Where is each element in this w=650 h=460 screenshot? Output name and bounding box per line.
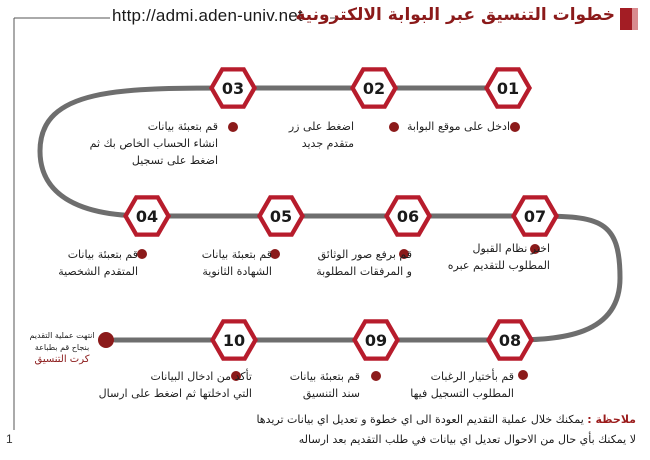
step-10-badge <box>210 319 258 361</box>
step-09-line-2: سند التنسيق <box>302 387 360 400</box>
website-url[interactable]: http://admi.aden-univ.net <box>112 6 303 25</box>
step-05-line-1: قم بتعبئة بيانات <box>201 248 272 261</box>
step-02-line-2: متقدم جديد <box>301 137 354 150</box>
step-07-text <box>420 240 550 274</box>
step-08-line-1: قم بأختيار الرغبات <box>430 370 514 383</box>
step-07-line-2: المطلوب للتقديم عبره <box>447 259 550 272</box>
note-label: ملاحظة : <box>587 413 636 426</box>
step-05-line-2: الشهادة الثانوية <box>202 265 272 278</box>
page-number: 1 <box>6 432 13 446</box>
title-marker-light <box>632 8 638 30</box>
step-04-line-1: قم بتعبئة بيانات <box>67 248 138 261</box>
bullet-dot-icon <box>137 249 147 259</box>
finish-line-2: بنجاح قم بطباعة <box>34 343 90 352</box>
step-01-line-1: ادخل على موقع البوابة <box>406 120 510 133</box>
finish-emphasis: كرت التنسيق <box>34 354 90 365</box>
bullet-dot-icon <box>518 370 528 380</box>
step-number: 09 <box>364 331 388 350</box>
note-block <box>36 410 636 450</box>
step-10-line-1: تأكد من ادخال البيانات <box>150 370 252 383</box>
step-08-badge <box>486 319 534 361</box>
step-04-text <box>28 246 138 280</box>
bullet-dot-icon <box>228 122 238 132</box>
step-03-text <box>58 118 218 169</box>
step-04-badge <box>123 195 171 237</box>
title-marker <box>620 8 632 30</box>
step-06-badge <box>384 195 432 237</box>
step-08-line-2: المطلوب التسجيل فيها <box>410 387 514 400</box>
step-number: 04 <box>135 207 159 226</box>
finish-line-1: انتهت عملية التقديم <box>29 331 95 340</box>
step-number: 05 <box>269 207 293 226</box>
step-number: 01 <box>496 79 520 98</box>
step-06-line-1: قم برفع صور الوثائق <box>317 248 412 261</box>
step-01-text <box>360 118 510 135</box>
step-number: 06 <box>396 207 420 226</box>
bullet-dot-icon <box>371 371 381 381</box>
step-02-text <box>244 118 354 152</box>
bullet-dot-icon <box>510 122 520 132</box>
step-03-line-2: انشاء الحساب الخاص بك ثم <box>89 137 218 150</box>
step-number: 03 <box>221 79 245 98</box>
note-line-2: لا يمكنك بأي حال من الاحوال تعديل اي بيانات في طلب التقديم بعد ارساله <box>298 433 636 446</box>
step-02-badge <box>350 67 398 109</box>
finish-text <box>26 330 98 366</box>
step-06-text <box>292 246 412 280</box>
step-09-line-1: قم بتعبئة بيانات <box>289 370 360 383</box>
note-line-1 <box>36 410 636 430</box>
step-number: 08 <box>498 331 522 350</box>
step-number: 02 <box>362 79 386 98</box>
step-04-line-2: المتقدم الشخصية <box>58 265 138 278</box>
step-07-badge <box>511 195 559 237</box>
step-10-text <box>72 368 252 402</box>
step-07-line-1: اختر نظام القبول <box>472 242 550 255</box>
step-05-text <box>162 246 272 280</box>
note-text-1: يمكنك خلال عملية التقديم العودة الى اي خطوة و تعديل اي بيانات تريدها <box>256 413 584 426</box>
step-09-text <box>250 368 360 402</box>
step-03-badge <box>209 67 257 109</box>
step-06-line-2: و المرفقات المطلوبة <box>316 265 412 278</box>
step-number: 07 <box>523 207 547 226</box>
step-10-line-2: التي ادخلتها ثم اضغط على ارسال <box>98 387 252 400</box>
page-title: خطوات التنسيق عبر البوابة الالكترونية <box>295 5 615 25</box>
step-number: 10 <box>222 331 246 350</box>
step-09-badge <box>352 319 400 361</box>
step-02-line-1: اضغط على زر <box>288 120 354 133</box>
finish-dot-icon <box>98 332 114 348</box>
step-03-line-3: اضغط على تسجيل <box>131 154 218 167</box>
step-05-badge <box>257 195 305 237</box>
step-08-text <box>384 368 514 402</box>
step-03-line-1: قم بتعبئة بيانات <box>147 120 218 133</box>
step-01-badge <box>484 67 532 109</box>
